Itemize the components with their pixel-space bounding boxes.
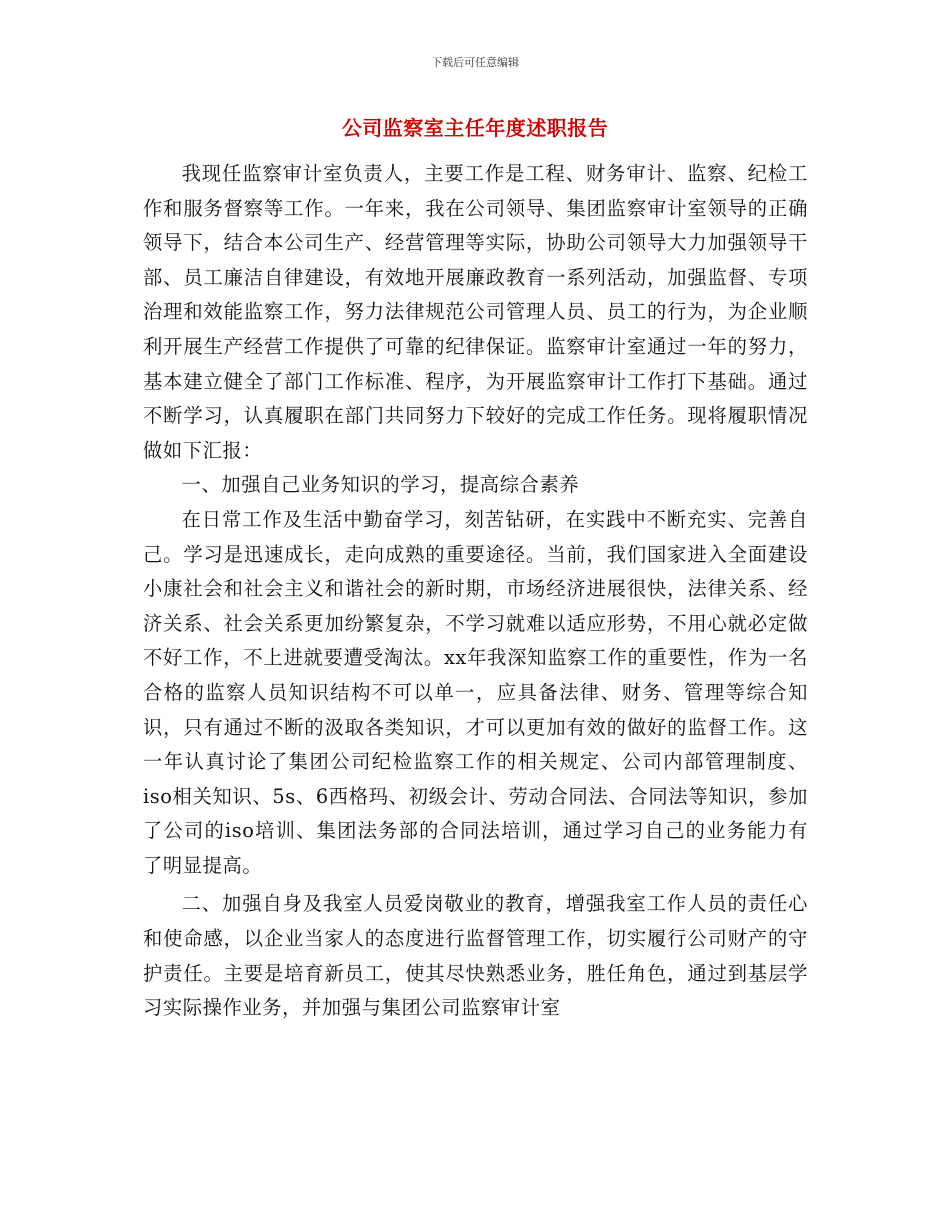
- paragraph-intro: 我现任监察审计室负责人，主要工作是工程、财务审计、监察、纪检工作和服务督察等工作。一年来，我在公司领导、集团监察审计室领导的正确领导下，结合本公司生产、经营管理等实际，协助公司领导大力加强领导干部、员工廉洁自律建设，有效地开展廉政教育一系列活动，加强监督、专项治理和效能监察工作，努力法律规范公司管理人员、员工的行为，为企业顺利开展生产经营工作提供了可靠的纪律保证。监察审计室通过一年的努力，基本建立健全了部门工作标准、程序，为开展监察审计工作打下基础。通过不断学习，认真履职在部门共同努力下较好的完成工作任务。现将履职情况做如下汇报：: [143, 162, 808, 462]
- document-title: 公司监察室主任年度述职报告: [341, 116, 609, 140]
- header-note: 下载后可任意编辑: [431, 56, 519, 69]
- section-heading-1: 一、加强自己业务知识的学习，提高综合素养: [181, 473, 580, 497]
- section-heading-2: 二、加强自身及我室人员爱岗敬业的教育，增强我室工作人员的责任心和使命感，以企业当家人的态度进行监督管理工作，切实履行公司财产的守护责任。主要是培育新员工，使其尽快熟悉业务，胜任角色，通过到基层学习实际操作业务，并加强与集团公司监察审计室: [143, 892, 808, 1020]
- paragraph-study: 在日常工作及生活中勤奋学习，刻苦钻研，在实践中不断充实、完善自己。学习是迅速成长，走向成熟的重要途径。当前，我们国家进入全面建设小康社会和社会主义和谐社会的新时期，市场经济进展很快，法律关系、经济关系、社会关系更加纷繁复杂，不学习就难以适应形势，不用心就必定做不好工作，不上进就要遭受淘汰。xx年我深知监察工作的重要性，作为一名合格的监察人员知识结构不可以单一，应具备法律、财务、管理等综合知识，只有通过不断的汲取各类知识，才可以更加有效的做好的监督工作。这一年认真讨论了集团公司纪检监察工作的相关规定、公司内部管理制度、iso相关知识、5s、6西格玛、初级会计、劳动合同法、合同法等知识，参加了公司的iso培训、集团法务部的合同法培训，通过学习自己的业务能力有了明显提高。: [143, 507, 808, 877]
- document-body: [143, 157, 808, 1026]
